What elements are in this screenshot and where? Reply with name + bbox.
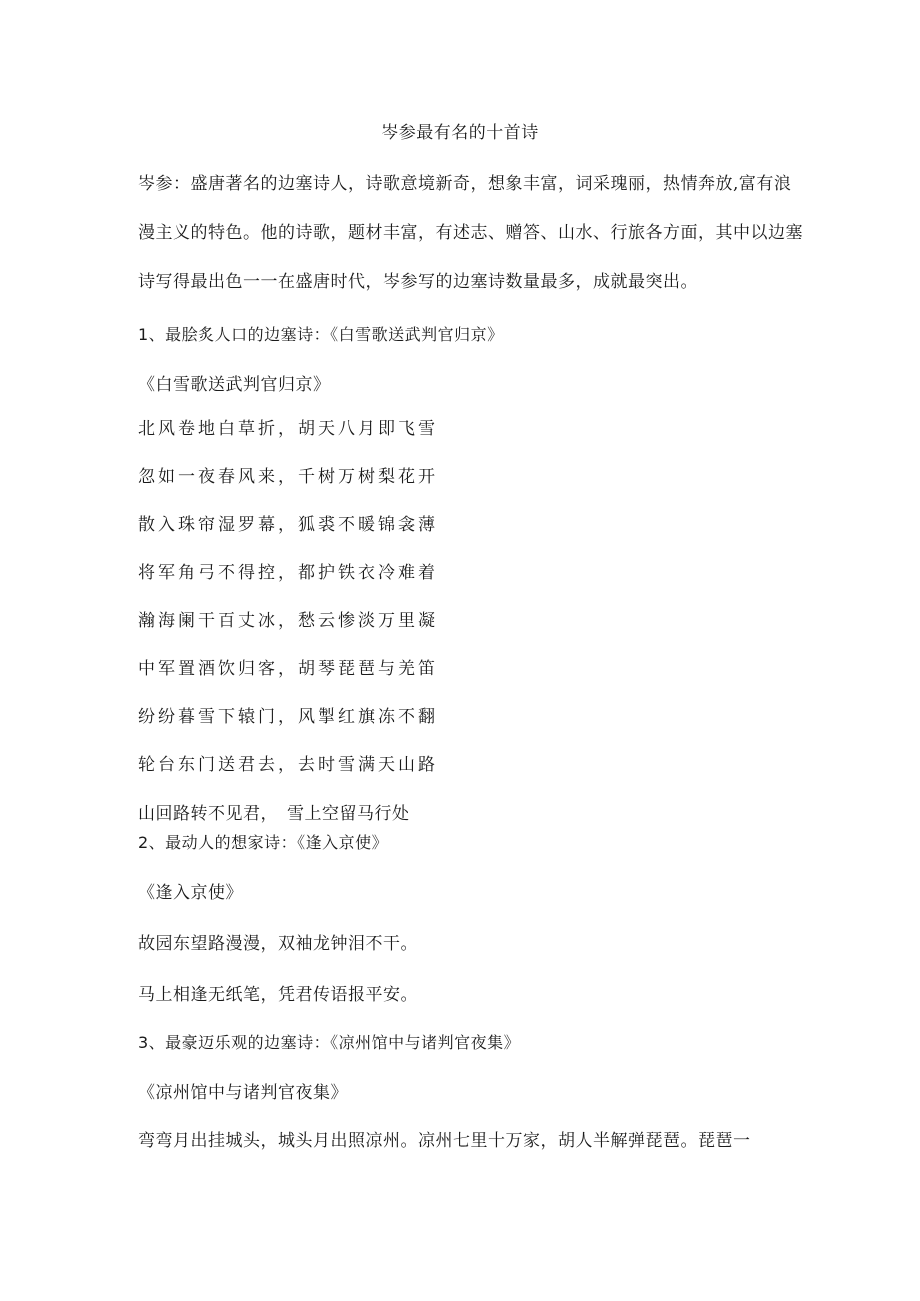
poem-1-line-1: 北风卷地白草折，胡天八月即飞雪: [138, 419, 438, 439]
poem-2-line-1: 故园东望路漫漫，双袖龙钟泪不干。: [138, 934, 418, 954]
poem-1-line-2: 忽如一夜春风来，千树万树梨花开: [138, 467, 438, 487]
poem-1-line-7: 纷纷暮雪下辕门，风掣红旗冻不翻: [138, 707, 438, 727]
intro-line-1: 岑参：盛唐著名的边塞诗人，诗歌意境新奇，想象丰富，词采瑰丽，热情奔放,富有浪: [138, 174, 792, 194]
section-2-heading: 2、最动人的想家诗：《逢入京使》: [138, 833, 389, 852]
poem-1-line-9: 山回路转不见君， 雪上空留马行处: [138, 804, 410, 824]
poem-1-line-5: 瀚海阑干百丈冰，愁云惨淡万里凝: [138, 611, 438, 631]
section-2-poem-title: 《逢入京使》: [138, 883, 243, 903]
section-1-poem-title: 《白雪歌送武判官归京》: [138, 375, 331, 395]
poem-1-line-3: 散入珠帘湿罗幕，狐裘不暖锦衾薄: [138, 515, 438, 535]
section-3-poem-title: 《凉州馆中与诸判官夜集》: [138, 1083, 348, 1103]
poem-3-line-1: 弯弯月出挂城头，城头月出照凉州。凉州七里十万家，胡人半解弹琵琶。琵琶一: [138, 1131, 751, 1151]
poem-2-line-2: 马上相逢无纸笔，凭君传语报平安。: [138, 985, 418, 1005]
document-title: 岑参最有名的十首诗: [381, 123, 539, 143]
section-3-heading: 3、最豪迈乐观的边塞诗：《凉州馆中与诸判官夜集》: [138, 1033, 521, 1052]
intro-line-3: 诗写得最出色一一在盛唐时代，岑参写的边塞诗数量最多，成就最突出。: [138, 272, 698, 292]
section-1-heading: 1、最脍炙人口的边塞诗：《白雪歌送武判官归京》: [138, 325, 504, 344]
poem-1-line-6: 中军置酒饮归客，胡琴琵琶与羌笛: [138, 659, 438, 679]
poem-1-line-8: 轮台东门送君去，去时雪满天山路: [138, 755, 438, 775]
intro-line-2: 漫主义的特色。他的诗歌，题材丰富，有述志、赠答、山水、行旅各方面，其中以边塞: [138, 223, 803, 243]
poem-1-line-4: 将军角弓不得控，都护铁衣冷难着: [138, 563, 438, 583]
